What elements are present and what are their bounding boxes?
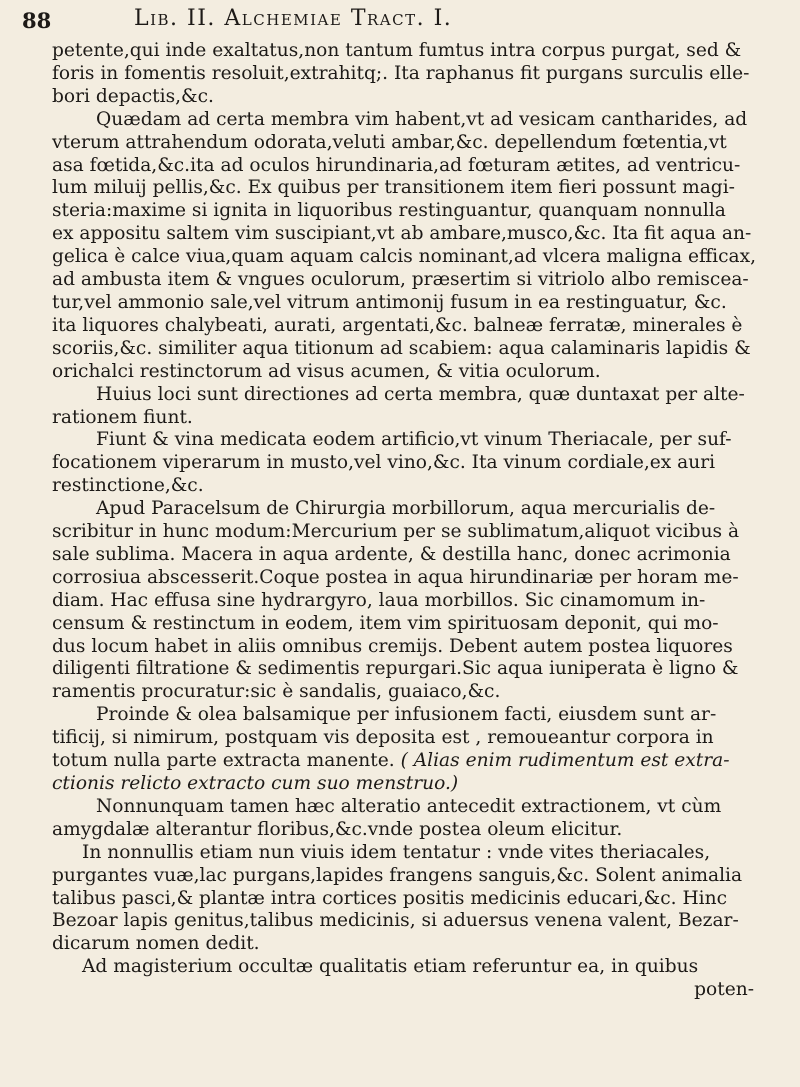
text-line: purgantes vuæ,lac purgans,lapides frangens sanguis,&c. Solent animalia <box>52 864 743 886</box>
paragraph-start: Nonnunquam tamen hæc alteratio antecedit extractionem, vt cùm <box>96 795 722 817</box>
text-segment: totum nulla parte extracta manente. <box>52 750 395 772</box>
text-line: scoriis,&c. similiter aqua titionum ad scabiem: aqua calaminaris lapidis & <box>52 337 751 359</box>
paragraph-start: Apud Paracelsum de Chirurgia morbillorum, aqua mercurialis de- <box>96 498 716 520</box>
text-line: dicarum nomen dedit. <box>52 933 260 955</box>
paragraph-start: Proinde & olea balsamique per infusionem facti, eiusdem sunt ar- <box>96 704 717 726</box>
text-line: ramentis procuratur:sic è sandalis, guaiaco,&c. <box>52 681 501 703</box>
text-line: diam. Hac effusa sine hydrargyro, laua morbillos. Sic cinamomum in- <box>52 589 706 611</box>
text-line: sale sublima. Macera in aqua ardente, & destilla hanc, donec acrimonia <box>52 543 731 565</box>
text-line: talibus pasci,& plantæ intra cortices positis medicinis educari,&c. Hinc <box>52 887 728 909</box>
body-text <box>52 40 760 1002</box>
text-line: steria:maxime si ignita in liquoribus restinguantur, quanquam nonnulla <box>52 200 726 222</box>
text-line: ad ambusta item & vngues oculorum, præsertim si vitriolo albo remiscea- <box>52 269 749 291</box>
text-line: ita liquores chalybeati, aurati, argentati,&c. balneæ ferratæ, minerales è <box>52 314 743 336</box>
text-line: Bezoar lapis genitus,talibus medicinis, si aduersus venena valent, Bezar- <box>52 910 739 932</box>
text-line: amygdalæ alterantur floribus,&c.vnde postea oleum elicitur. <box>52 818 623 840</box>
text-line: foris in fomentis resoluit,extrahitq;. Ita raphanus fit purgans surculis elle- <box>52 62 750 84</box>
text-line: petente,qui inde exaltatus,non tantum fumtus intra corpus purgat, sed & <box>52 40 742 61</box>
text-line: tificij, si nimirum, postquam vis deposita est , remoueantur corpora in <box>52 727 714 749</box>
text-line: focationem viperarum in musto,vel vino,&c. Ita vinum cordiale,ex auri <box>52 452 716 474</box>
text-line: orichalci restinctorum ad visus acumen, & vitia oculorum. <box>52 360 601 382</box>
text-line <box>52 750 760 773</box>
text-line: rationem fiunt. <box>52 406 193 428</box>
italic-note-continued: ctionis relicto extracto cum suo menstruo.) <box>52 773 459 794</box>
text-line: gelica è calce viua,quam aquam calcis nominant,ad vlcera maligna efficax, <box>52 246 757 268</box>
text-line: diligenti filtratione & sedimentis repurgari.Sic aqua iuniperata è ligno & <box>52 658 739 680</box>
page-header <box>22 6 760 36</box>
catchword: poten- <box>694 979 754 1001</box>
paragraph-start: Fiunt & vina medicata eodem artificio,vt vinum Theriacale, per suf- <box>96 429 732 451</box>
text-line: tur,vel ammonio sale,vel vitrum antimonij fusum in ea restinguatur, &c. <box>52 291 727 313</box>
paragraph-start: In nonnullis etiam nun viuis idem tentatur : vnde vites theriacales, <box>82 841 711 863</box>
text-line: corrosiua abscesserit.Coque postea in aqua hirundinariæ per horam me- <box>52 566 739 588</box>
text-line: dus locum habet in aliis omnibus cremijs. Debent autem postea liquores <box>52 635 733 657</box>
text-line: restinctione,&c. <box>52 475 204 497</box>
running-head: Lib. II. Alchemiae Tract. I. <box>134 6 453 31</box>
text-line: scribitur in hunc modum:Mercurium per se sublimatum,aliquot vicibus à <box>52 521 740 543</box>
paragraph-start: Huius loci sunt directiones ad certa membra, quæ duntaxat per alte- <box>96 383 745 405</box>
text-line: censum & restinctum in eodem, item vim spirituosam deponit, qui mo- <box>52 612 719 634</box>
text-line: ex appositu saltem vim suscipiant,vt ab ambare,musco,&c. Ita fit aqua an- <box>52 223 752 245</box>
text-line: bori depactis,&c. <box>52 85 214 107</box>
paragraph-start: Ad magisterium occultæ qualitatis etiam referuntur ea, in quibus <box>82 956 699 978</box>
paragraph-start: Quædam ad certa membra vim habent,vt ad vesicam cantharides, ad <box>96 108 748 130</box>
page-number: 88 <box>22 8 52 33</box>
text-line: vterum attrahendum odorata,veluti ambar,&c. depellendum fœtentia,vt <box>52 131 727 153</box>
text-line: asa fœtida,&c.ita ad oculos hirundinaria,ad fœturam ætites, ad ventricu- <box>52 154 741 176</box>
text-line: lum miluij pellis,&c. Ex quibus per transitionem item fieri possunt magi- <box>52 177 735 199</box>
italic-note: ( Alias enim rudimentum est extra- <box>400 750 730 772</box>
